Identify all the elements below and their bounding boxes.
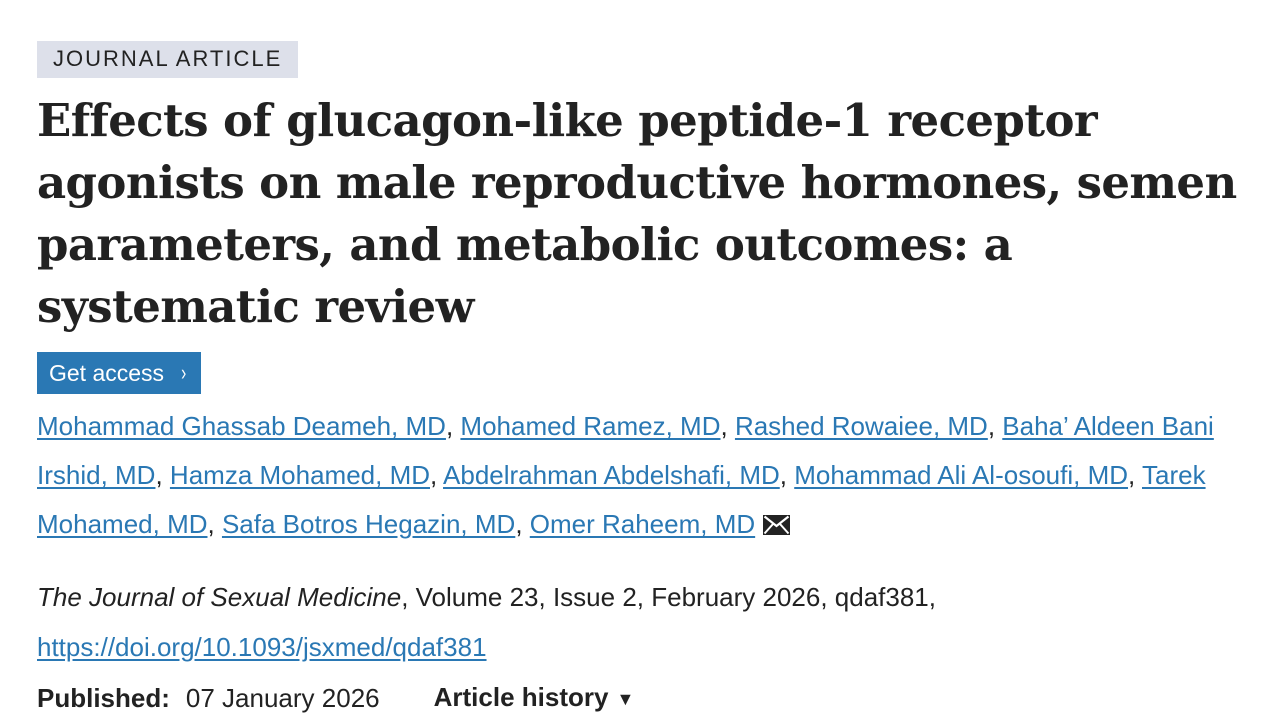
author-separator: ,	[720, 411, 735, 441]
author-separator: ,	[445, 411, 461, 441]
author-link[interactable]: Mohammad Ali Al-osoufi, MD	[794, 460, 1129, 490]
article-history-label: Article history	[433, 682, 609, 712]
author-separator: ,	[155, 460, 170, 490]
author-link[interactable]: Mohammad Ghassab Deameh, MD	[37, 411, 446, 441]
author-link[interactable]: Baha’ Aldeen Bani Irshid, MD	[37, 411, 1214, 490]
doi-link[interactable]: https://doi.org/10.1093/jsxmed/qdaf381	[37, 632, 487, 662]
chevron-right-icon: ›	[181, 360, 187, 385]
journal-name: The Journal of Sexual Medicine	[37, 582, 402, 612]
citation	[37, 572, 1252, 672]
author-link[interactable]: Safa Botros Hegazin, MD	[221, 509, 516, 539]
article-title: Effects of glucagon-like peptide-1 receptor agonists on male reproductive hormones, semen parameters, and metabolic outcomes: a systematic review	[37, 94, 1237, 333]
published-label: Published:	[37, 683, 170, 713]
author-separator: ,	[207, 509, 222, 539]
author-link[interactable]: Tarek Mohamed, MD	[37, 460, 1206, 539]
author-separator: ,	[987, 411, 1003, 441]
author-link[interactable]: Rashed Rowaiee, MD	[734, 411, 988, 441]
author-separator: ,	[430, 460, 444, 490]
article-type-badge: JOURNAL ARTICLE	[37, 41, 298, 78]
get-access-button[interactable]	[37, 352, 201, 394]
author-link[interactable]: Omer Raheem, MD	[529, 509, 756, 539]
author-separator: ,	[779, 460, 795, 490]
author-separator: ,	[515, 509, 530, 539]
author-list	[37, 402, 1252, 551]
citation-details: , Volume 23, Issue 2, February 2026, qdaf381,	[401, 582, 936, 612]
get-access-label: Get access	[49, 360, 165, 386]
author-separator: ,	[1128, 460, 1142, 490]
publication-meta	[37, 672, 1252, 724]
author-link[interactable]: Hamza Mohamed, MD	[169, 460, 430, 490]
envelope-icon[interactable]	[763, 502, 790, 551]
author-link[interactable]: Abdelrahman Abdelshafi, MD	[443, 460, 780, 490]
caret-down-icon: ▼	[616, 689, 635, 709]
published-date: 07 January 2026	[185, 683, 380, 713]
article-history-toggle[interactable]	[434, 672, 635, 724]
article-header	[37, 41, 1252, 724]
author-link[interactable]: Mohamed Ramez, MD	[460, 411, 721, 441]
